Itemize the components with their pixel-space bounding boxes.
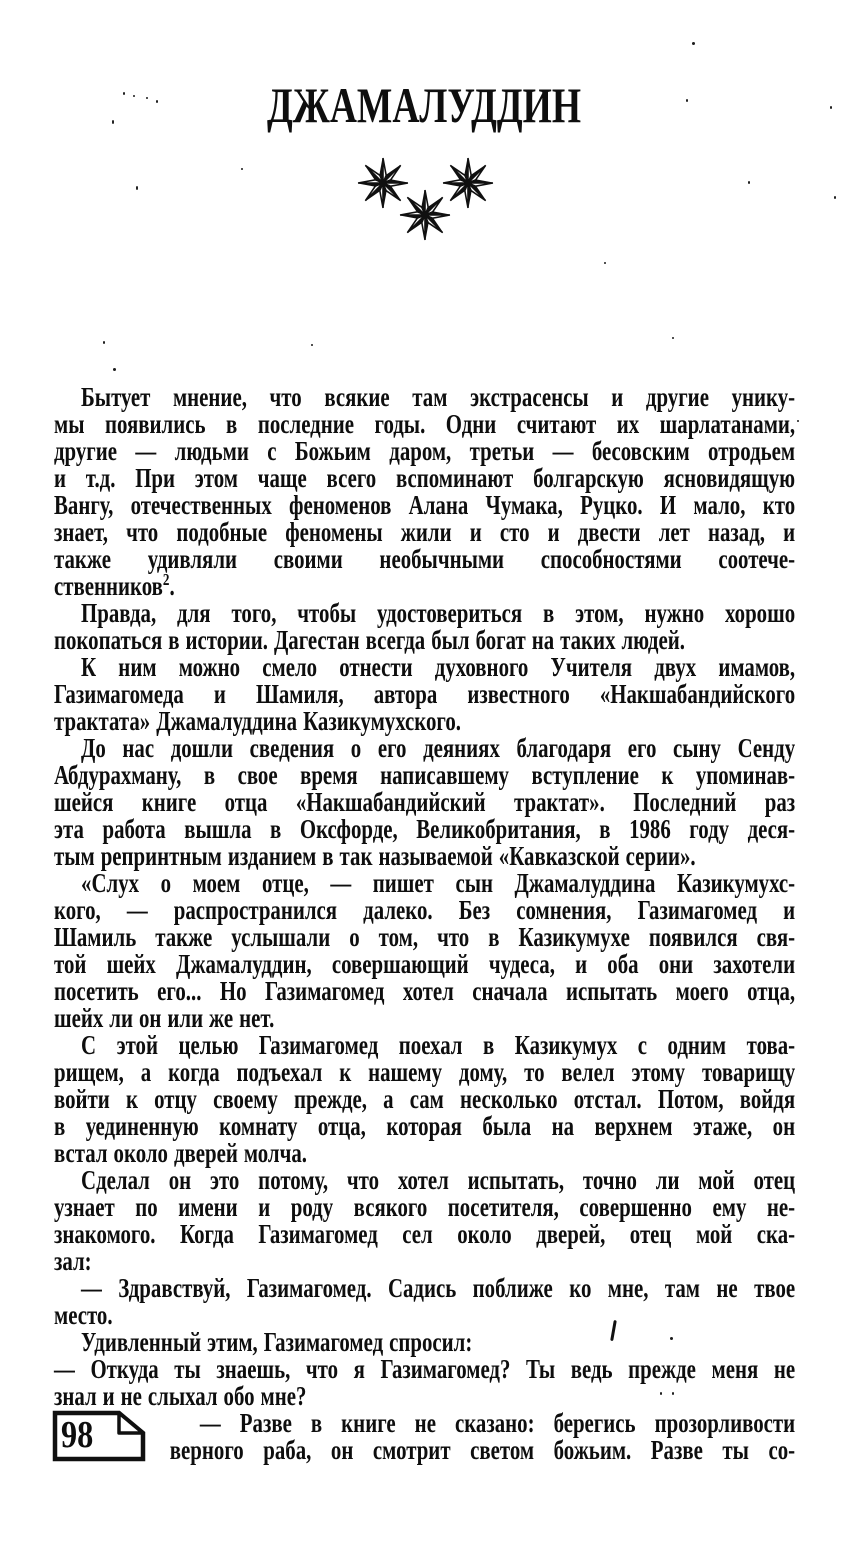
scan-speck — [748, 181, 750, 184]
text-line: — Откуда ты знаешь, что я Газимагомед? Ты ведь прежде меня не — [54, 1354, 796, 1384]
paragraph — [54, 654, 795, 735]
paragraph-block-last — [54, 1410, 795, 1464]
text-line: посетить его... Но Газимагомед хотел сначала испытать моего отца, — [54, 976, 796, 1006]
scan-speck — [672, 1392, 674, 1395]
text-line: Шамиль также услышали о том, что в Казикумухе появился свя- — [54, 922, 796, 952]
text-line: До нас дошли сведения о его деяниях благодаря его сыну Сенду — [81, 733, 796, 763]
text-line: знал и не слыхал обо мне? — [54, 1381, 307, 1411]
paragraph — [54, 384, 795, 600]
scan-speck — [686, 99, 688, 102]
text-line: знает, что подобные феномены жили и сто и двести лет назад, и — [54, 517, 796, 547]
text-line: и т.д. При этом чаще всего вспоминают болгарскую ясновидящую — [54, 463, 796, 493]
scan-speck — [604, 262, 606, 264]
text-segment: ственников — [54, 571, 163, 601]
text-line: К ним можно смело отнести духовного Учителя двух имамов, — [81, 652, 796, 682]
text-line: Вангу, отечественных феноменов Алана Чумака, Руцко. И мало, кто — [54, 490, 796, 520]
text-line: другие — людьми с Божьим даром, третьи — бесовским отродьем — [54, 436, 796, 466]
paragraph — [54, 1167, 795, 1275]
text-line: покопаться в истории. Дагестан всегда был богат на таких людей. — [54, 625, 685, 655]
page-number: 98 — [61, 1414, 94, 1456]
text-line: в уединенную комнату отца, которая была на верхнем этаже, он — [54, 1111, 796, 1141]
text-line: кого, — распространился далеко. Без сомнения, Газимагомед и — [54, 895, 796, 925]
footnote-marker: 2 — [162, 570, 170, 589]
text-line: знакомого. Когда Газимагомед сел около дверей, отец мой ска- — [54, 1219, 796, 1249]
scan-speck — [660, 1392, 662, 1395]
paragraph — [54, 735, 795, 870]
paragraph — [54, 600, 795, 654]
text-line: Абдурахману, в свое время написавшему вступление к упоминав- — [54, 760, 796, 790]
scan-speck — [136, 186, 138, 190]
body-text — [54, 384, 795, 1464]
text-line: Удивленный этим, Газимагомед спросил: — [81, 1327, 473, 1357]
scan-speck — [112, 120, 114, 124]
text-line: верного раба, он смотрит светом божьим. Разве ты со- — [169, 1435, 796, 1465]
text-line: эта работа вышла в Оксфорде, Великобритания, в 1986 году деся- — [54, 814, 796, 844]
scan-speck — [113, 368, 116, 371]
scan-speck — [133, 95, 135, 97]
text-line: тым репринтным изданием в так называемой «Кавказской серии». — [54, 841, 696, 871]
text-line: трактата» Джамалуддина Казикумухского. — [54, 706, 462, 736]
scan-speck — [123, 92, 125, 95]
ornament — [352, 152, 502, 247]
text-line: — Разве в книге не сказано: берегись прозорливости — [199, 1408, 796, 1438]
text-line: шейся книге отца «Накшабандийский трактат». Последний раз — [54, 787, 796, 817]
text-segment: . — [169, 571, 175, 601]
text-line: рищем, а когда подъехал к нашему дому, то велел этому товарищу — [54, 1057, 796, 1087]
text-line: С этой целью Газимагомед поехал в Казикумух с одним това- — [81, 1030, 796, 1060]
scan-speck — [834, 196, 836, 199]
text-line: Газимагомеда и Шамиля, автора известного «Накшабандийского — [54, 679, 796, 709]
scan-speck — [311, 344, 313, 346]
text-line: также удивляли своими необычными способностями соотече- — [54, 544, 796, 574]
scan-speck — [103, 341, 105, 344]
text-line: Правда, для того, чтобы удостовериться в этом, нужно хорошо — [81, 598, 796, 628]
text-line — [54, 570, 795, 601]
scan-speck — [670, 1337, 673, 1340]
text-line: «Слух о моем отце, — пишет сын Джамалуддина Казикумухс- — [81, 868, 796, 898]
scan-speck — [672, 337, 674, 339]
text-line: Бытует мнение, что всякие там экстрасенсы и другие унику- — [81, 382, 796, 412]
scan-speck — [692, 42, 695, 45]
scan-speck — [241, 168, 243, 170]
page-title: ДЖАМАЛУДДИН — [266, 77, 582, 133]
text-line: той шейх Джамалуддин, совершающий чудеса, и оба они захотели — [54, 949, 796, 979]
text-line: мы появились в последние годы. Одни считают их шарлатанами, — [54, 409, 796, 439]
eight-pointed-star-icon — [399, 189, 451, 241]
text-line: место. — [54, 1300, 113, 1330]
scan-speck — [830, 106, 832, 109]
text-line: шейх ли он или же нет. — [54, 1003, 275, 1033]
paragraph — [54, 1275, 795, 1329]
text-line: войти к отцу своему прежде, а сам несколько отстал. Потом, войдя — [54, 1084, 796, 1114]
text-line: — Здравствуй, Газимагомед. Садись поближе ко мне, там не твое — [81, 1273, 796, 1303]
text-line: зал: — [54, 1246, 92, 1276]
paragraph — [54, 1329, 795, 1356]
scan-speck — [146, 97, 148, 99]
paragraph — [54, 1032, 795, 1167]
scan-speck — [797, 420, 799, 422]
paragraph — [54, 1410, 795, 1464]
scan-speck — [156, 100, 158, 103]
text-line: встал около дверей молча. — [54, 1138, 307, 1168]
paragraph-block — [54, 384, 795, 1410]
text-line: Сделал он это потому, что хотел испытать, точно ли мой отец — [81, 1165, 796, 1195]
page-number-box — [52, 1410, 146, 1462]
paragraph — [54, 870, 795, 1032]
paragraph — [54, 1356, 795, 1410]
text-line: узнает по имени и роду всякого посетителя, совершенно ему не- — [54, 1192, 796, 1222]
